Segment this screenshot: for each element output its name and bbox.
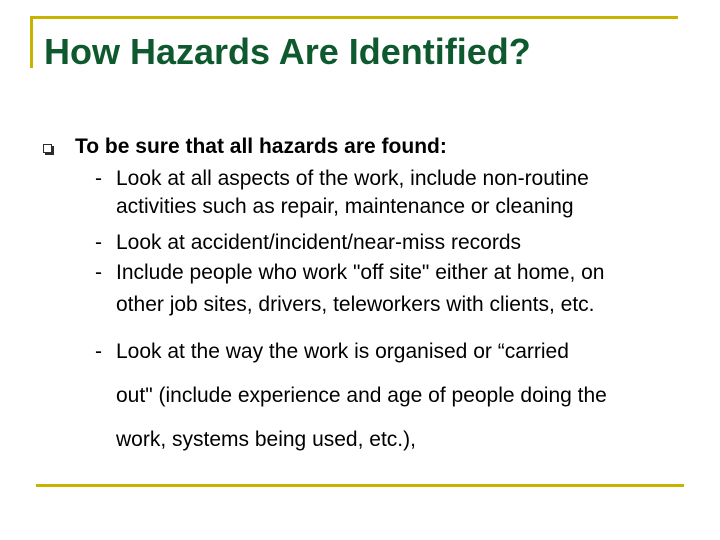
dash-marker: -	[95, 231, 102, 254]
dash-marker: -	[95, 340, 102, 363]
item-line: Look at accident/incident/near-miss records	[116, 231, 522, 254]
left-rule	[30, 16, 33, 68]
square-bullet-icon	[43, 144, 52, 153]
slide-title: How Hazards Are Identified?	[44, 31, 531, 72]
top-rule	[30, 16, 678, 19]
item-line: out" (include experience and age of people doing the	[116, 384, 607, 407]
bullet-heading: To be sure that all hazards are found:	[75, 135, 447, 158]
dash-marker: -	[95, 167, 102, 190]
item-line: work, systems being used, etc.),	[116, 428, 416, 451]
item-line: Include people who work "off site" either at home, on	[116, 261, 605, 284]
item-line: activities such as repair, maintenance or cleaning	[116, 195, 574, 218]
item-line: Look at all aspects of the work, include non-routine	[116, 167, 589, 190]
dash-marker: -	[95, 261, 102, 284]
bottom-rule	[36, 484, 684, 487]
item-line: Look at the way the work is organised or “carried	[116, 340, 569, 363]
item-line: other job sites, drivers, teleworkers with clients, etc.	[116, 293, 595, 316]
